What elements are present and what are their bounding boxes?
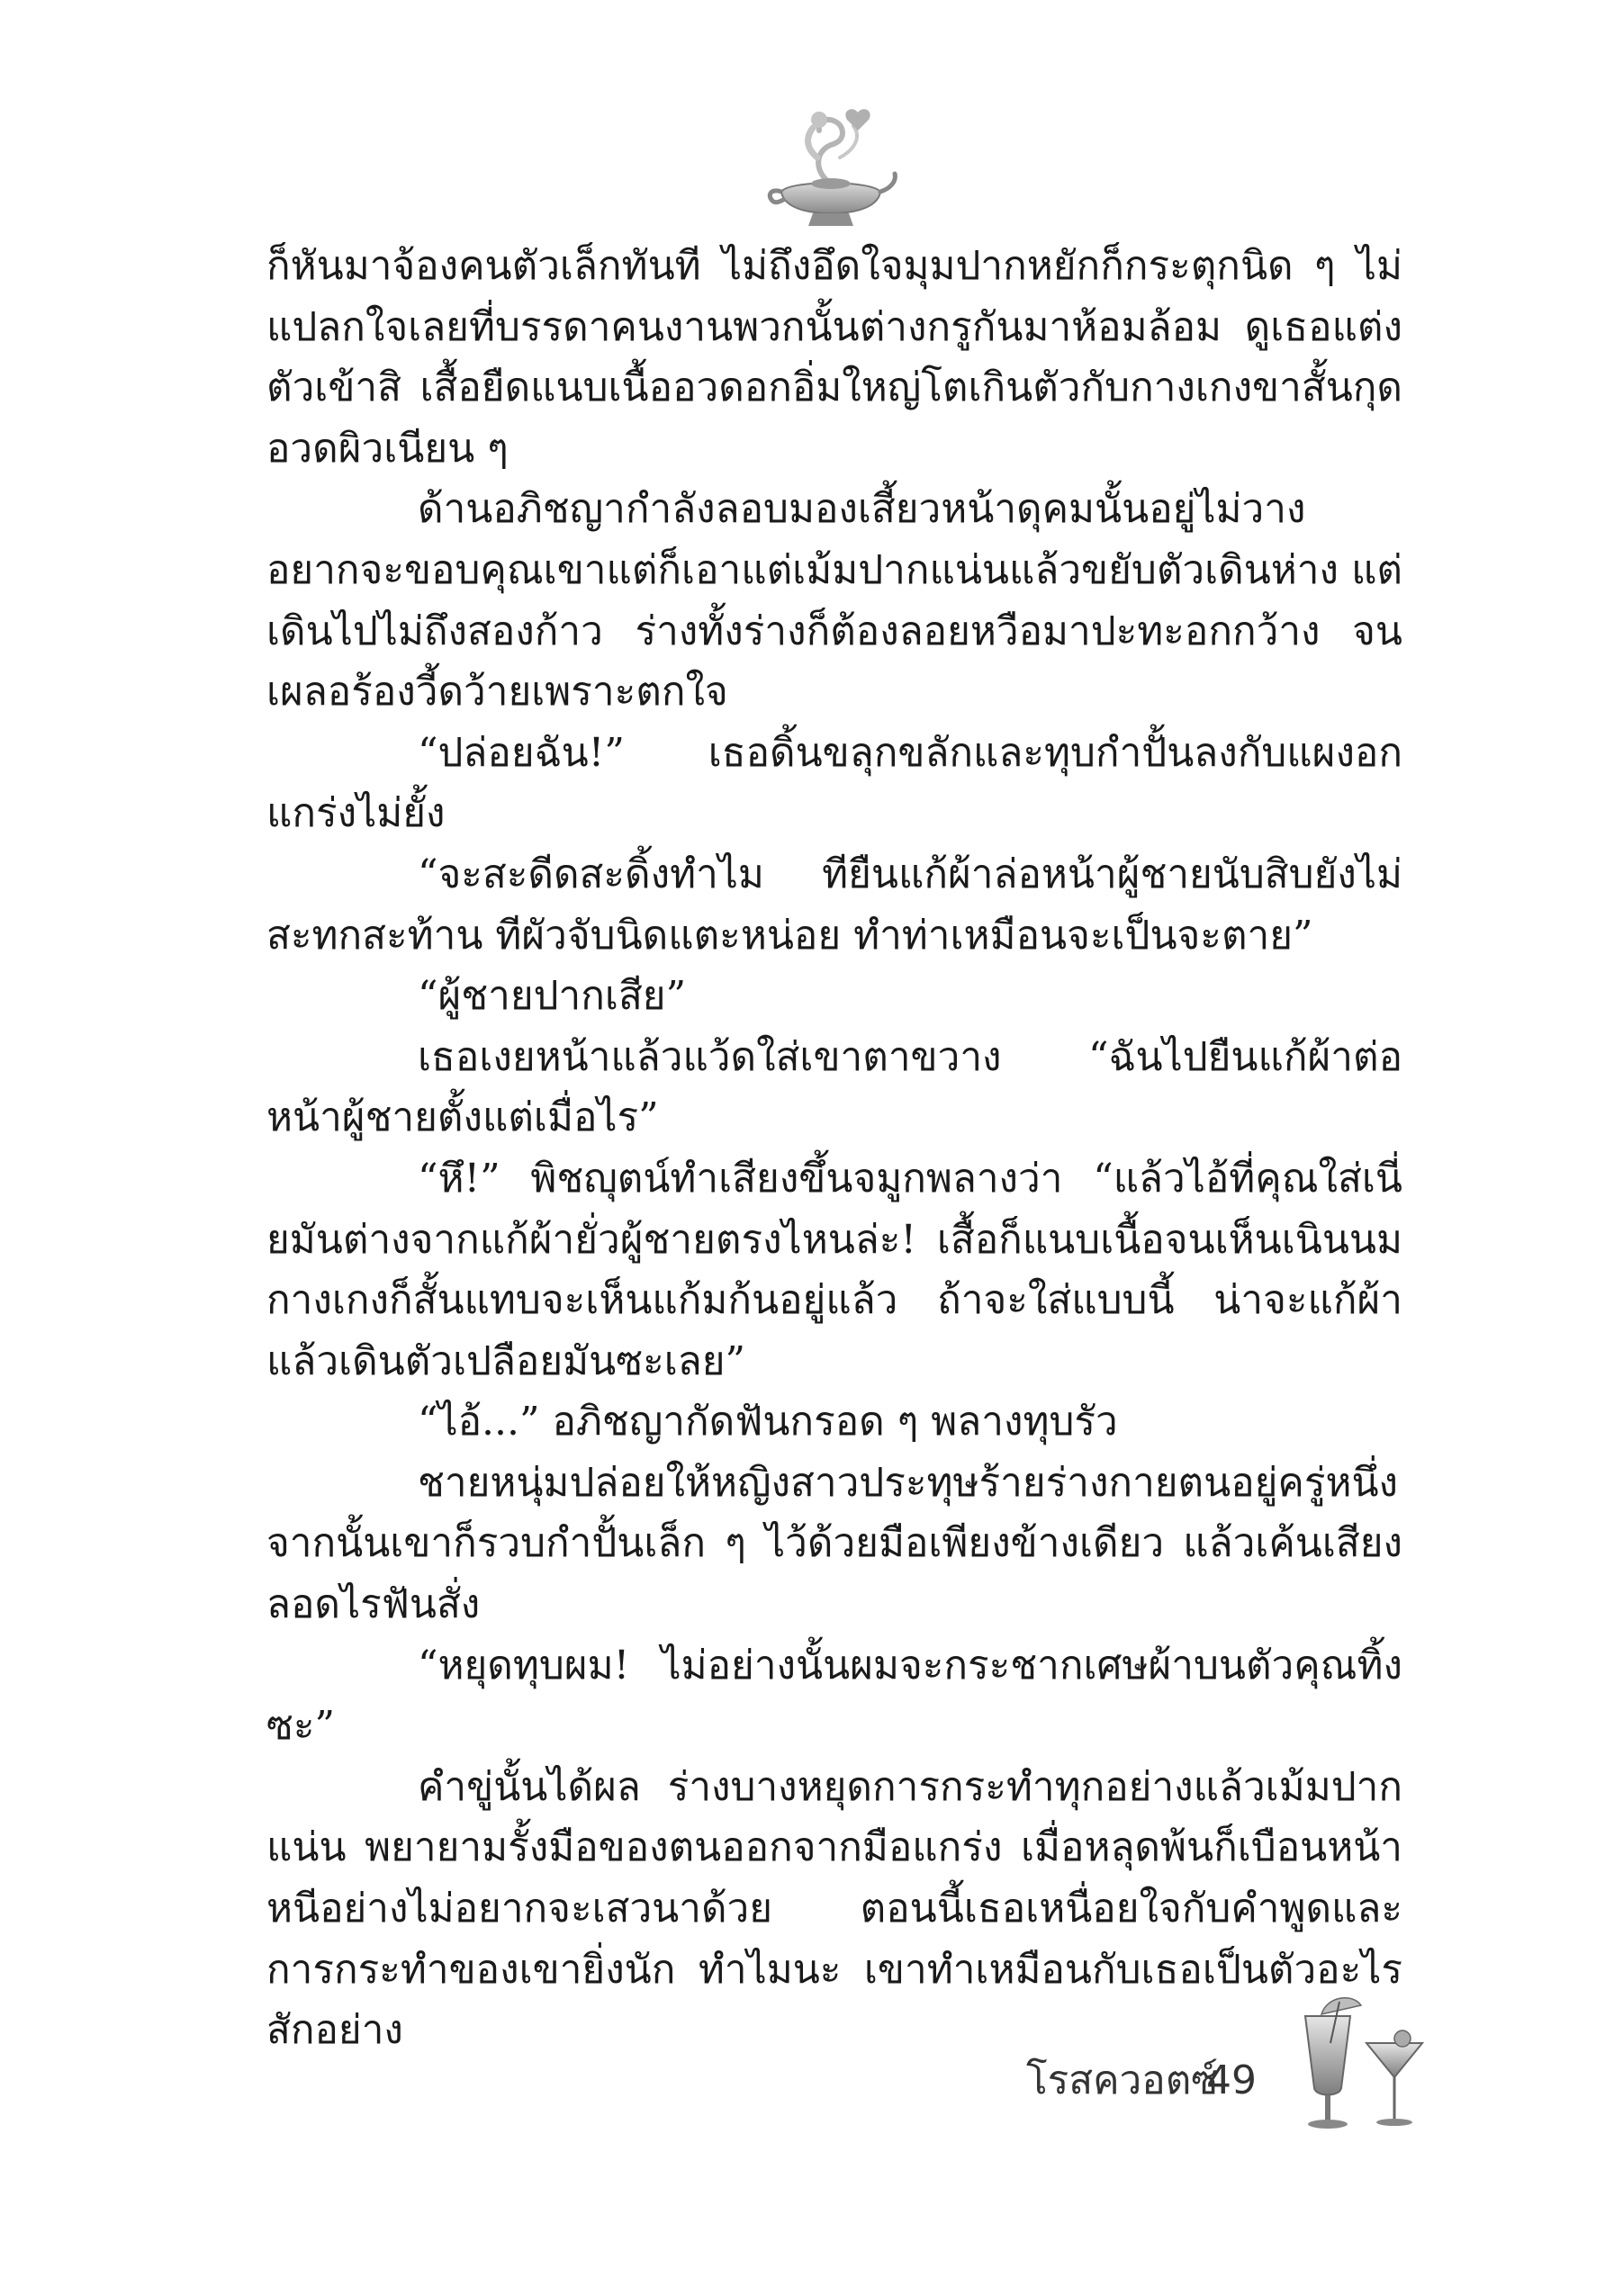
- paragraph: “ปล่อยฉัน!” เธอดิ้นขลุกขลักและทุบกำปั้นลงกับแผงอกแกร่งไม่ยั้ง: [266, 729, 1402, 837]
- paragraph: “หึ!” พิชญุตน์ทำเสียงขึ้นจมูกพลางว่า “แล้วไอ้ที่คุณใส่เนี่ยมันต่างจากแก้ผ้ายั่วผู้ชายตรงไหนล่ะ! เสื้อก็แนบเนื้อจนเห็นเนินนมกางเกงก็สั้นแทบจะเห็นแก้มก้นอยู่แล้ว ถ้าจะใส่แบบนี้ น่าจะแก้ผ้าแล้วเดินตัวเปลือยมันซะเลย”: [266, 1155, 1402, 1384]
- chapter-body-text: [266, 236, 1402, 2061]
- page-number: 49: [1206, 2057, 1257, 2103]
- paragraph: “ไอ้...” อภิชญากัดฟันกรอด ๆ พลางทุบรัว: [418, 1399, 1118, 1445]
- book-title: โรสควอตซ์: [1026, 2057, 1219, 2103]
- paragraph: ด้านอภิชญากำลังลอบมองเสี้ยวหน้าดุคมนั้นอยู่ไม่วาง อยากจะขอบคุณเขาแต่ก็เอาแต่เม้มปากแน่นแล้วขยับตัวเดินห่าง แต่เดินไปไม่ถึงสองก้าว ร่างทั้งร่างก็ต้องลอยหวือมาปะทะอกกว้าง จนเผลอร้องวี้ดว้ายเพราะตกใจ: [266, 486, 1402, 716]
- genie-lamp-icon: [763, 95, 898, 234]
- cocktail-glasses-icon: [1296, 1989, 1431, 2142]
- paragraph: เธอเงยหน้าแล้วแว้ดใส่เขาตาขวาง “ฉันไปยืนแก้ผ้าต่อหน้าผู้ชายตั้งแต่เมื่อไร”: [266, 1033, 1402, 1141]
- paragraph: “จะสะดีดสะดิ้งทำไม ทียืนแก้ผ้าล่อหน้าผู้ชายนับสิบยังไม่สะทกสะท้าน ทีผัวจับนิดแตะหน่อย ทำท่าเหมือนจะเป็นจะตาย”: [266, 851, 1402, 959]
- paragraph: ชายหนุ่มปล่อยให้หญิงสาวประทุษร้ายร่างกายตนอยู่ครู่หนึ่ง จากนั้นเขาก็รวบกำปั้นเล็ก ๆ ไว้ด้วยมือเพียงข้างเดียว แล้วเค้นเสียงลอดไรฟันสั่ง: [266, 1459, 1402, 1628]
- paragraph: “ผู้ชายปากเสีย”: [418, 973, 687, 1020]
- paragraph: คำขู่นั้นได้ผล ร่างบางหยุดการกระทำทุกอย่างแล้วเม้มปากแน่น พยายามรั้งมือของตนออกจากมือแกร่ง เมื่อหลุดพ้นก็เบือนหน้าหนีอย่างไม่อยากจะเสวนาด้วย ตอนนี้เธอเหนื่อยใจกับคำพูดและการกระทำของเขายิ่งนัก ทำไมนะ เขาทำเหมือนกับเธอเป็นตัวอะไรสักอย่าง: [266, 1763, 1402, 2054]
- paragraph: ก็หันมาจ้องคนตัวเล็กทันที ไม่ถึงอึดใจมุมปากหยักก็กระตุกนิด ๆ ไม่แปลกใจเลยที่บรรดาคนงานพวกนั้นต่างกรูกันมาห้อมล้อม ดูเธอแต่งตัวเข้าสิ เสื้อยืดแนบเนื้ออวดอกอิ่มใหญ่โตเกินตัวกับกางเกงขาสั้นกุดอวดผิวเนียน ๆ: [266, 243, 1402, 472]
- paragraph: “หยุดทุบผม! ไม่อย่างนั้นผมจะกระชากเศษผ้าบนตัวคุณทิ้งซะ”: [266, 1642, 1402, 1750]
